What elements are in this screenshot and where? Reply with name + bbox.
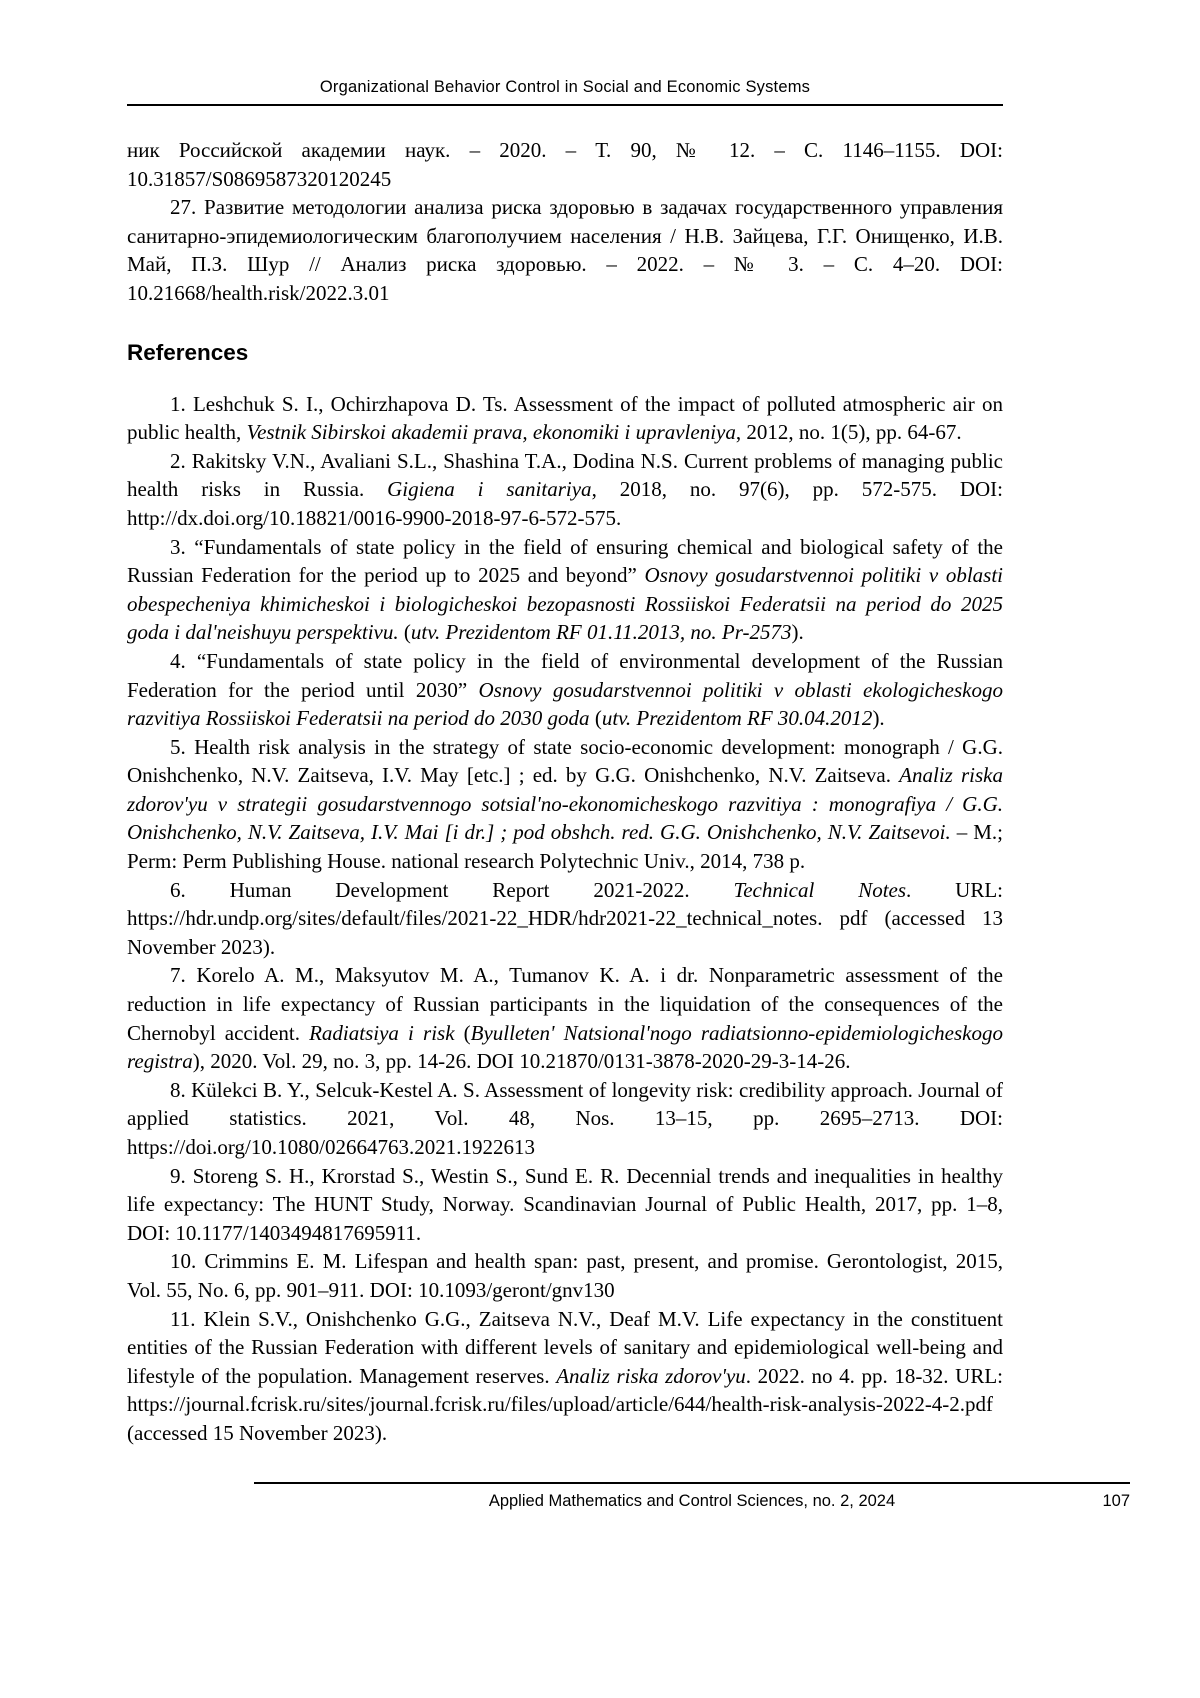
plain-text: , 2018, no. 97(6), pp. 572-575. DOI: http://dx.doi.org/10.18821/0016-9900-2018-97-6-572-575.	[127, 477, 1004, 530]
plain-text: 7. Korelo A. M., Maksyutov M. A., Tumanov K. A. i dr. Nonparametric assessment of the reduction in life expectancy of Russian participants in the liquidation of the consequences of the Chernobyl accident.	[127, 963, 1003, 1045]
plain-text: ), 2020. Vol. 29, no. 3, pp. 14-26. DOI 10.21870/0131-3878-2020-29-3-14-26.	[192, 1049, 851, 1074]
italic-text: utv. Prezidentom RF 30.04.2012	[601, 706, 873, 731]
page-body	[127, 136, 1003, 1448]
plain-text: . URL: https://hdr.undp.org/sites/default/files/2021-22_HDR/hdr2021-22_technical_notes. pdf (accessed 13 November 2023).	[127, 877, 1003, 959]
italic-text: Technical Notes	[733, 877, 907, 902]
running-head-title: Organizational Behavior Control in Social and Economic Systems	[319, 78, 811, 96]
reference-item	[127, 1076, 1003, 1162]
page-number: 107	[1102, 1492, 1130, 1510]
plain-text: 3. “Fundamentals of state policy in the field of ensuring chemical and biological safety of the Russian Federation for the period up to 2025 and beyond”	[127, 534, 1003, 588]
reference-item	[127, 1305, 1003, 1448]
italic-text: Byulleten' Natsional'nogo radiatsionno-epidemiologicheskogo registra	[127, 1020, 1003, 1074]
italic-text: Radiatsiya i risk	[309, 1020, 455, 1045]
document-page	[127, 0, 1130, 1510]
plain-text: ).	[872, 706, 885, 731]
italic-text: Vestnik Sibirskoi akademii prava, ekonomiki i upravleniya	[246, 420, 736, 445]
reference-item	[127, 447, 1003, 533]
plain-text: 2. Rakitsky V.N., Avaliani S.L., Shashina T.A., Dodina N.S. Current problems of managing public health risks in Russia.	[127, 448, 1003, 502]
italic-text: Analiz riska zdorov'yu	[556, 1363, 746, 1388]
plain-text: ник Российской академии наук. – 2020. – Т. 90, № 12. – С. 1146–1155. DOI: 10.31857/S0869587320120245	[127, 138, 1003, 191]
russian-references-continued	[127, 136, 1003, 308]
reference-item	[127, 647, 1003, 733]
italic-text: Gigiena i sanitariya	[387, 477, 592, 502]
plain-text: 27. Развитие методологии анализа риска здоровью в задачах государственного управления санитарно-эпидемиологическим благополучием населения / Н.В. Зайцева, Г.Г. Онищенко, И.В. Май, П.З. Шур // Анализ риска здоровью. – 2022. – № 3. – С. 4–20. DOI: 10.21668/health.risk/2022.3.01	[127, 195, 1003, 305]
plain-text: (	[589, 706, 602, 731]
body-paragraph	[127, 136, 1003, 193]
reference-item	[127, 390, 1003, 447]
plain-text: 1. Leshchuk S. I., Ochirzhapova D. Ts. Assessment of the impact of polluted atmospheric air on public health,	[127, 391, 1003, 445]
page-footer	[254, 1482, 1130, 1511]
italic-text: Analiz riska zdorov'yu v strategii gosudarstvennogo sotsial'no-ekonomicheskogo razvitiya : monografiya / G.G. Onishchenko, N.V. Zaitseva, I.V. Mai [i dr.] ; pod obshch. red. G.G. Onishchenko, N.V. Zaitsevoi.	[127, 763, 1003, 845]
plain-text: 5. Health risk analysis in the strategy of state socio-economic development: monograph / G.G. Onishchenko, N.V. Zaitseva, I.V. May [etc.] ; ed. by G.G. Onishchenko, N.V. Zaitseva.	[127, 734, 1003, 788]
reference-item	[127, 961, 1003, 1075]
body-paragraph	[127, 193, 1003, 307]
footer-rule	[254, 1482, 1130, 1484]
plain-text: , 2012, no. 1(5), pp. 64-67.	[735, 420, 962, 445]
plain-text: 11. Klein S.V., Onishchenko G.G., Zaitseva N.V., Deaf M.V. Life expectancy in the constituent entities of the Russian Federation with different levels of sanitary and epidemiological well-being and lifestyle of the population. Management reserves.	[127, 1306, 1003, 1388]
italic-text: Osnovy gosudarstvennoi politiki v oblasti obespecheniya khimicheskoi i biologicheskoi bezopasnosti Rossiiskoi Federatsii na period do 2025 goda i dal'neishuyu perspektivu.	[127, 563, 1003, 645]
plain-text: – М.; Perm: Perm Publishing House. national research Polytechnic Univ., 2014, 738 p.	[127, 820, 1003, 874]
plain-text: 4. “Fundamentals of state policy in the field of environmental development of the Russian Federation for the period until 2030”	[127, 648, 1003, 702]
footer-row	[254, 1492, 1130, 1511]
reference-item	[127, 1162, 1003, 1248]
reference-item	[127, 733, 1003, 876]
references-heading: References	[127, 339, 249, 365]
plain-text: (	[398, 620, 411, 645]
plain-text: ).	[791, 620, 804, 645]
plain-text: 10. Crimmins E. M. Lifespan and health span: past, present, and promise. Gerontologist, 2015, Vol. 55, No. 6, pp. 901–911. DOI: 10.1093/geront/gnv130	[127, 1249, 1003, 1302]
references-list	[127, 390, 1003, 1448]
reference-item	[127, 533, 1003, 647]
plain-text: . 2022. no 4. pp. 18-32. URL: https://journal.fcrisk.ru/sites/journal.fcrisk.ru/files/upload/article/644/health-risk-analysis-2022-4-2.pdf (accessed 15 November 2023).	[127, 1363, 1004, 1445]
header-rule	[127, 104, 1003, 106]
italic-text: Osnovy gosudarstvennoi politiki v oblasti ekologicheskogo razvitiya Rossiiskoi Federatsii na period do 2030 goda	[127, 677, 1003, 731]
page-header	[127, 78, 1003, 106]
italic-text: utv. Prezidentom RF 01.11.2013, no. Pr-2573	[410, 620, 792, 645]
plain-text: 9. Storeng S. H., Krorstad S., Westin S., Sund E. R. Decennial trends and inequalities in healthy life expectancy: The HUNT Study, Norway. Scandinavian Journal of Public Health, 2017, pp. 1–8, DOI: 10.1177/1403494817695911.	[127, 1163, 1003, 1245]
reference-item	[127, 1247, 1003, 1304]
journal-line: Applied Mathematics and Control Sciences, no. 2, 2024	[488, 1492, 896, 1510]
plain-text: 8. Külekci B. Y., Selcuk-Kestel A. S. Assessment of longevity risk: credibility approach. Journal of applied statistics. 2021, Vol. 48, Nos. 13–15, pp. 2695–2713. DOI: https://doi.org/10.1080/02664763.2021.1922613	[127, 1077, 1003, 1159]
reference-item	[127, 876, 1003, 962]
plain-text: (	[454, 1020, 471, 1045]
plain-text: 6. Human Development Report 2021-2022.	[170, 877, 734, 902]
